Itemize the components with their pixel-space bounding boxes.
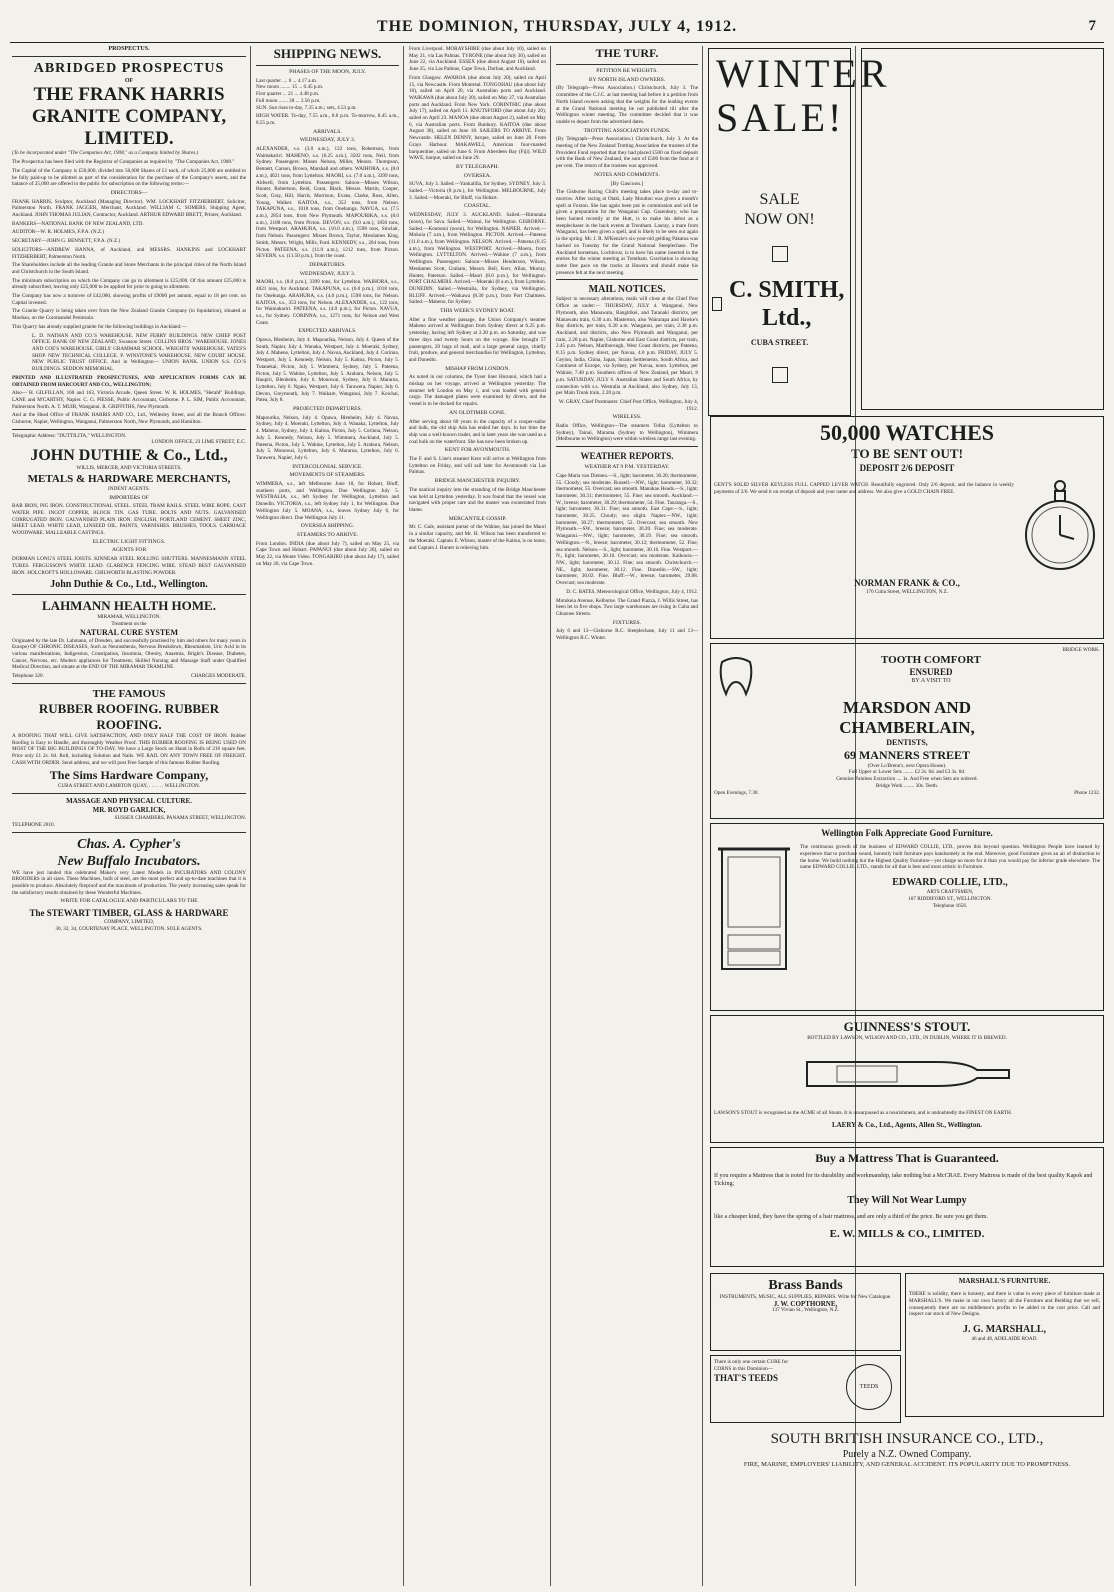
prospectus-of: OF: [124, 77, 134, 84]
directors-heading: DIRECTORS—: [110, 189, 148, 196]
capital-paragraph: The Capital of the Company is £50,000, divided into 50,000 Shares of £1 each, of which 25,000 are entitled to be fully paid-up to be allotted as part of the consideration for the purchase of the Company's assets, and the balance of 25,000 are offered to the public for subscription on the following terms:—: [12, 167, 246, 188]
column-turf-mail: [556, 46, 698, 1586]
column-rule: [550, 46, 551, 1586]
fixtures-heading: FIXTURES.: [612, 619, 642, 626]
column-shipping: [256, 46, 399, 1586]
lahmann-text: Originated by the late Dr. Lahmann, of Dresden, and successfully practised by him and others for many years in Europe) OF CHRONIC DISEASES, Such as Neurasthenia, Nervous Breakdown, Rheumatism, Uric Acid in its various manifestations, Indigestion, Constipation, Insomnia, Obesity, Anaemia, Bright's Disease, Diabetes, Cancer, Nervous, etc. Modern appliances for Treatment, Skilled Nursing and Massage Staff under Qualified Medical Direction, and situate at the END OF THE MIRAMAR TRAMLINE.: [12, 637, 246, 671]
departures-text: MAORI, s.s. (8.0 p.m.), 3399 tons, for Lyttelton. WAIHORA, s.s., 4021 tons, for Auckland. TAKAPUNA, s.s. (6.0 p.m.), 1018 tons, for Onehunga. ARAHURA, s.s. (4.0 p.m.), 1598 tons, for Nelson. KAITOA, s.s., 353 tons, for Nelson. ALEXANDER, s.s., 122 tons, for Waimakariri. PATEENA, s.s. (4.0 p.m.), for Picton. NAVUA, s.s., for Sydney. CORINNA, s.s., 1271 tons, for Nelson and West Coast.: [256, 279, 399, 326]
departures-heading: DEPARTURES.: [309, 261, 346, 268]
brass-firm: J. W. COPTHORNE,: [773, 1299, 838, 1308]
tooth-heading: TOOTH COMFORT: [881, 653, 981, 666]
garlick-telephone: TELEPHONE 2810.: [12, 821, 55, 828]
coastal-text: WEDNESDAY, JULY 3. AUCKLAND. Sailed.—Rimutaka (noon), for Sava. Sailed.—Wainui, for Wellington. GISBORNE. Sailed.—Koutunui (noon), for Wellington. NAPIER. Arrived.—Mokoia (7 a.m.), from Wellington. PICTON. Arrived.—Pateena (11.0 a.m.), from Wellington. NELSON. Arrived.—Pateena (6.15 a.m.), from Wellington. WESTPORT. Arrived.—Moera, from Wellington. LYTTELTON. Arrived.—Wahine (7 a.m.), from Wellington. Passengers: Saloon—Misses Henderson, Wilson, Mesdames Scott, Graham, Messrs. Bell, Kerr, Allan, Murray, Hunter, Paterson. Sailed.—Maori (8.0 p.m.), for Wellington. PORT CHALMERS. Arrived.—Moeraki (8 a.m.), from Lyttelton. DUNEDIN. Sailed.—Westralia, for Sydney, via Wellington. BLUFF. Arrived.—Waikawa (8.30 p.m.), from Port Chalmers. Sailed.—Maheno, for Sydney.: [409, 212, 546, 306]
dentist-bridgework: Bridge Work ........ 30s. Teeth.: [875, 782, 939, 789]
sbi-sub: Purely a N.Z. Owned Company.: [842, 1449, 972, 1460]
overseas-heading: OVERSEA SHIPPING.: [300, 523, 355, 530]
stewart-address: 30, 32, 34, COURTENAY PLACE, WELLINGTON. SOLE AGENTS.: [55, 925, 203, 932]
wireless-heading: WIRELESS.: [612, 414, 642, 421]
arrivals-heading: ARRIVALS.: [313, 128, 342, 135]
tooth-heading-3: BY A VISIT TO: [911, 677, 951, 684]
mishap-heading: MISHAP FROM LONDON.: [445, 365, 510, 372]
duthie-goods: BAR IRON, PIG IRON. CONSTRUCTIONAL STEEL. STEEL TRAM RAILS. STEEL WIRE ROPE. CAST WATER PIPE. INGOT COPPER, BLOCK TIN. GAS TUBE. BOLTS AND NUTS. GALVANISED CORRUGATED IRON. GALVANISED PLAIN IRON. ENGLISH, PORTLAND CEMENT. SHEET ZINC, SHEET LEAD. WHITE LEAD, LINSEED OIL. PAINTS, VARNISHES. BRUSHES, TOOLS. CARRIAGE WOODWARE. MALLEABLE CASTINGS.: [12, 503, 246, 537]
projected-text: Mapourika, Nelson, July 4. Opawa, Blenheim, July 4. Navua, Sydney, July 4. Moeraki, Lyttelton, July 4. Wanaka, Lyttelton, July 4. Maheno, Sydney, July 4. Kaitoa, Picton, July 5. Corinna, Nelson, July 5. Kennedy, Nelson, July 5. Wimmera, Auckland, July 5. Pateena, Picton, July 5. Wahine, Lyttelton, July 5. Arahura, Nelson, July 5. Monowai, Lyttelton, July 6. Mararoa, Lyttelton, July 6. Tarawera, Napier, July 6.: [256, 414, 399, 461]
head-office-note: And at the Head Office of FRANK HARRIS AND CO., Ltd., Wellesley Street, and all the Branch Offices: Gisborne, Napier, Wellington, Wanganui, Palmerston North, New Plymouth, and Hamilton.: [12, 412, 246, 426]
sbi-heading: SOUTH BRITISH INSURANCE CO., LTD.,: [770, 1431, 1044, 1447]
duthie-indent: INDENT AGENTS.: [108, 485, 150, 492]
subscription-paragraph: The minimum subscription on which the Company can go to allotment is £25,000. Of this amount £25,000 is already subscribed, leaving only £25,000 to be applied for prior to going to allotment.: [12, 277, 246, 291]
watches-heading: 50,000 WATCHES: [819, 420, 994, 445]
duthie-london: LONDON OFFICE, 23 LIME STREET, E.C.: [151, 439, 246, 446]
wardrobe-icon: [714, 839, 794, 979]
turf-heading: THE TURF.: [595, 46, 659, 60]
dentist-painless: Genuine Painless Extraction .... 1s. And Free when Sets are ordered.: [836, 776, 978, 783]
column-prospectus: [12, 46, 246, 1586]
dentist-near: (Over Lo'Brenn's, next Opera House).: [867, 762, 947, 769]
shipping-heading: SHIPPING NEWS.: [273, 46, 382, 61]
arrivals-text: ALEXANDER, s.s. (3.0 a.m.), 122 tons, Robertson, from Waimakariri. MAHENO, s.s. (6.25 a.m.), 3502 tons, Neil, from Sydney. Passengers: Misses Nelson, Miller, Messrs. Thompson, Bennett, Carson, Brown, Marshall and others. WAIHORA, s.s. (8.0 a.m.), 4021 tons, from Lyttelton. MAORI, s.s. (7.0 a.m.), 3399 tons, Aldwell, from Lyttelton. Passengers: Saloon—Misses Wilson, Hunter, Robertson, Reid, Grant, Black, Messrs. Martin, Cooper, Scott, Gray, Hill, Harris, Morrison, Evans, Clarke, Ross, Allen, Young, Walker. KAITOA, s.s., 353 tons, from Nelson. TAKAPUNA, s.s., 1018 tons, from Onehunga. NAVUA, s.s. (7.5 a.m.), 2854 tons, from New Plymouth. MAPOURIKA, s.s. (8.0 a.m.), 2188 tons, from Picton. DEVON, s.s. (9.0 a.m.), 1850 tons, from Westport. ARAHURA, s.s. (10.0 a.m.), 1598 tons, Sinclair, from Nelson. Passengers: Misses Brown, Taylor, Mesdames King, Smith, Messrs. Wright, Mills, Ford. KENNEDY, s.s., 204 tons, from Picton. PATEENA, s.s. (11.0 a.m.), 1212 tons, from Picton. SEVERN, s.s. (11.50 p.m.), from the coast.: [256, 146, 399, 260]
directors-list: FRANK HARRIS, Sculptor, Auckland (Managing Director). WM. LOCKHART FITZHERBERT, Solicitor, Palmerston North. FRANK JAGGER, Merchant, Auckland. WILLIAM C. SOMERS, Shipping Agent, Auckland. JOHN THOMAS JULIAN, Contractor, Auckland. ARTHUR EDWARD BRETT, Printer, Auckland.: [12, 198, 246, 219]
movements-text: WIMMERA, s.s., left Melbourne June 18, for Hobart, Bluff, southern ports, and Wellington. Due Wellington July 5. WESTRALIA, s.s., left Sydney for Wellington, Lyttelton and Dunedin. VICTORIA, s.s., left Sydney July 1, for Wellington. Due Wellington July 5. MOANA, s.s., leaves Sydney July 6, for Wellington direct. Due Wellington July 11.: [256, 481, 399, 521]
watches-subheading: TO BE SENT OUT!: [851, 446, 963, 461]
expected-text: Opawa, Blenheim, July 4. Mapourika, Nelson, July 4. Queen of the South, Napier, July 4. Wanaka, Westport, July 4. Moeraki, Sydney, July 4. Maheno, Lyttelton, July 4. Navua, Auckland, July 4. Corinna, Westport, July 5. Kennedy, Nelson, July 5. Kaitoa, Picton, July 5. Tutanekai, Picton, July 5. Wimmera, Sydney, July 5. Pateena, Picton, July 5. Wahine, Lyttelton, July 5. Arahura, Nelson, July 5. Haupiri, Blenheim, July 6. Monowai, Sydney, July 6. Mararoa, Lyttelton, July 6. Ngaio, Westport, July 6. Tarawera, Napier, July 6. Devon, Greymouth, July 7. Waikare, Wanganui, July 7. Kowhai, Patea, July 8.: [256, 337, 399, 404]
lahmann-footer: Telephone 320. CHARGES MODERATE.: [12, 673, 246, 680]
dentist-prices: Full Upper or Lower Sets ........ £2 2s. 6d. and £3 3s. 0d.: [848, 769, 966, 776]
mattress-ad: [710, 1147, 1104, 1267]
sun-times: SUN. Sun rises to-day, 7.35 a.m.; sets, 4.53 p.m.: [256, 104, 357, 111]
watches-firm: NORMAN FRANK & CO.,: [854, 578, 960, 588]
company-name-2: GRANITE COMPANY, LIMITED.: [31, 106, 227, 150]
collie-heading: Wellington Folk Appreciate Good Furniture.: [821, 828, 993, 838]
dentist-ad: [710, 643, 1104, 819]
sydney-boat-text: After a fine weather passage, the Union Company's steamer Maheno arrived at Wellington from Sydney direct at 6.25 p.m. yesterday, having left Sydney at 2.30 p.m. on Saturday, and was three days and twenty hours on the voyage. She brought 57 passengers, 20 bags of mail, and a large general cargo, chiefly fruit, produce, and general merchandise for Wellington, Lyttelton, and Dunedin.: [409, 316, 546, 363]
oversea-heading: OVERSEA.: [463, 172, 492, 179]
rubber-heading-2: RUBBER ROOFING. RUBBER ROOFING.: [38, 700, 220, 732]
projected-heading: PROJECTED DEPARTURES.: [292, 406, 363, 413]
avonmouth-heading: KENT FOR AVONMOUTH.: [444, 447, 511, 454]
moon-row: New moon ........ 15 ... 6.45 p.m.: [256, 84, 324, 91]
weather-heading: WEATHER REPORTS.: [580, 451, 674, 462]
printed-prospectus-note: PRINTED AND ILLUSTRATED PROSPECTUSES, AND APPLICATION FORMS CAN BE OBTAINED FROM HARCOURT AND CO., WELLINGTON;: [12, 374, 246, 388]
collie-text: The continuous growth of the business of EDWARD COLLIE, LTD., proves this beyond question. Wellington People have learned by experience that to purchase sound, honestly built furniture pays handsomely in the end. Moreover, good Furniture gives an air of distinction to the home. We build nothing but the Highest Quality Furniture—yet charge no more for it than you would pay for inferior grade elsewhere. The name EDWARD COLLIE, LTD., stands for all that is best and most artistic in Furniture.: [800, 844, 1100, 871]
guinness-agents: LAERY & Co., Ltd., Agents, Allen St., Wellington.: [831, 1121, 983, 1130]
dentist-firm: MARSDON AND: [843, 697, 971, 717]
mishap-text: As noted in our columns, the Tyser liner Hurunui, which had a mishap on her voyage, arrived at Wellington yesterday. The steamer left London on May 1, and was loaded with general cargo. The damaged plates were examined by divers, and the vessel is to be docked for repairs.: [409, 374, 546, 408]
also-list: Also— H. GILFILLAN, 160 and 163, Victoria Arcade, Queen Street. W. R. HOLMES, "Herald" Buildings. LANE and M'CARTHY, Napier. C. G. PIESSE, Public Accountant, Gisborne. P. L. SIM, Public Accountant, Palmerston North. A. T. MUIR, Wanganui. R. GRIFFITHS, New Plymouth.: [12, 390, 246, 410]
corns-name: THAT'S TEEDS: [714, 1373, 778, 1384]
garlick-name: MR. ROYD GARLICK,: [92, 806, 166, 815]
guinness-text: LAWSON'S STOUT is recognised as the ACME of all Stouts. It is unsurpassed as a nourishment, and is undoubtedly the FINEST ON EARTH.: [714, 1109, 1013, 1116]
secretary: SECRETARY—JOHN G. BENNETT, F.P.A. (N.Z.): [12, 238, 121, 245]
column-rule: [403, 46, 404, 1586]
sbi-text: FIRE, MARINE, EMPLOYERS' LIABILITY, AND GENERAL ACCIDENT. ITS POPULARITY DUE TO PROMPTNESS.: [743, 1461, 1071, 1468]
duthie-address: WILLIS, MERCER, AND VICTORIA STREETS,: [76, 465, 182, 472]
movements-heading: MOVEMENTS OF STEAMERS.: [289, 472, 366, 479]
stout-bottle-icon: [797, 1042, 1017, 1102]
collie-furniture-ad: [710, 823, 1104, 1011]
watches-text: GENT'S SOLID SILVER KEYLESS FULL CAPPED LEVER WATCH. Beautifully engraved. Only 2/6 deposit, and the balance in weekly payments of 2/6. We send it on receipt of deposit and your name and address. We also give a GOLD CHAIN FREE.: [714, 482, 1014, 495]
column-shipping-continued: [409, 46, 546, 1586]
dentist-address: 69 MANNERS STREET: [843, 747, 971, 762]
notes-heading: NOTES AND COMMENTS.: [594, 171, 660, 178]
collie-telephone: Telephone 1656.: [932, 902, 968, 909]
moon-table: [256, 78, 399, 105]
watches-ad: [710, 416, 1104, 639]
lahmann-heading: LAHMANN HEALTH HOME.: [42, 598, 216, 614]
gossip-text: Mr. C. Gale, assistant purser of the Wahine, has joined the Maori in a similar capacity, and Mr. H. Wilson has been transferred to the Moeraki. Captain E. Wilson, master of the Kaitoa, is on leave, and Captain J. Hunter is relieving him.: [409, 524, 546, 551]
duthie-importers: IMPORTERS OF: [109, 494, 149, 501]
duthie-metals: METALS & HARDWARE MERCHANTS,: [27, 472, 231, 485]
liverpool-text: From Liverpool. MORAYSHIRE (due about July 10), sailed on May 21, via Las Palmas. TYRONE (due about July 30), sailed on June 22, via Auckland. ESSEX (due about August 10), sailed on June 25, via Las Palmas, Cape Town, Durban, and Auckland.: [409, 46, 546, 73]
mattress-lumpy: They Will Not Wear Lumpy: [847, 1195, 967, 1206]
sims-address: CUBA STREET AND LAMBTON QUAY, . . . . . . WELLINGTON.: [57, 783, 201, 790]
decorative-box-icon: [772, 246, 788, 262]
smith-winter-sale-ad: [708, 48, 890, 416]
corns-ad: [710, 1355, 901, 1423]
wireless-text: Radio Office, Wellington—The steamers Tofua (Lyttelton to Sydney), Tainui, Marama (Sydney to Wellington), Wimmera (Melbourne to Wellington) were within wireless range last evening.: [556, 423, 698, 443]
smith-address: CUBA STREET.: [750, 338, 809, 347]
prospectus-heading: ABRIDGED PROSPECTUS: [33, 60, 225, 76]
winter-heading: WINTER: [716, 51, 890, 96]
guinness-heading: GUINNESS'S STOUT.: [843, 1019, 971, 1034]
high-water: HIGH WATER. To-day, 7.55 a.m., 8.8 p.m. To-morrow, 8.45 a.m., 8.55 p.m.: [256, 113, 399, 126]
mail-heading: MAIL NOTICES.: [588, 284, 666, 296]
pocket-watch-icon: [1020, 477, 1100, 577]
duthie-agencies: DORMAN LONG'S STEEL JOISTS. KINNEAR STEEL ROLLING SHUTTERS. MANNESMANN STEEL TUBES. FERGUSSON'S WHITE LEAD. CLARENCE FENCING WIRE. STEAD BEST GALVANISED IRON. HOLCROFT'S HOLLOWARE. CHILWORTH BLASTING POWDER.: [12, 556, 246, 576]
bankers: BANKERS—NATIONAL BANK OF NEW ZEALAND, LTD.: [12, 220, 144, 227]
glasgow-text: From Glasgow. AWAROA (due about July 20), sailed on April 15, via Newcastle. From Montreal. TONGOHAU (due about July 10), sailed on April 20, via Australian ports and Auckland. WAIKAWA (due about July 20), sailed on May 27, via Australian ports and Auckland. From New York. CORINTHIC (due about July 17), sailed on April 11. KNUTSFORD (due about July 20), sailed on April 23. MANOA (due about August 2), sailed on May 6, via Australian ports. From Bunbury. KAITOA (due about August 30), sailed on June 18. SAILERS TO ARRIVE. From Newcastle. HELEN DENNY, barque, sailed on June 28. From Grays Harbour. MAKAWELI, American four-masted barquentine, sailed on June 6. From Aberdeen Bay (Fiji). WILD WAVE, barque, sailed on June 29.: [409, 74, 546, 162]
marshall-address: 46 and 48, ADELAIDE ROAD.: [971, 1336, 1038, 1343]
turnover-paragraph: The Company has now a turnover of £42,000, showing profits of £9000 per annum, equal to 18 per cent. on Capital invested.: [12, 293, 246, 306]
masthead-rule: [10, 42, 1104, 43]
steamers-heading: STEAMERS TO ARRIVE.: [296, 532, 359, 538]
brass-bands-ad: [710, 1273, 901, 1351]
company-name: THE FRANK HARRIS: [33, 84, 225, 106]
steamers-text: From London. INDIA (due about July 7), sailed on May 25, via Cape Town and Hobart. PAPANUI (due about July 20), sailed on May 22, via Monte Video. TONGARIRO (due about July 17), sailed on May 20, via Cape Town.: [256, 540, 399, 567]
masthead-title: THE DOMINION, THURSDAY, JULY 4, 1912.: [376, 18, 738, 35]
weather-signature: D. C. BATES, Meteorological Office, Wellington, July 4, 1912.: [566, 588, 698, 595]
mattress-text-2: like a cheaper kind, they have the spring of a hair mattress, and are only a third of the price. Be sure you get them.: [714, 1214, 988, 1220]
sale-heading: SALE!: [716, 95, 845, 140]
telegraph-heading: BY TELEGRAPH.: [456, 163, 499, 170]
guinness-sub: BOTTLED BY LAWSON, WILSON AND CO., LTD., IN DUBLIN, WHERE IT IS BREWED.: [807, 1035, 1007, 1041]
watches-deposit: DEPOSIT 2/6 DEPOSIT: [859, 463, 955, 473]
mattress-heading: Buy a Mattress That is Guaranteed.: [815, 1151, 999, 1165]
petition-text: (By Telegraph—Press Association.) Christchurch, July 3. The committee of the C.J.C. at last meeting had before it a petition from North Island owners asking that the weights for the leading events at the Grand National meeting be not published till after the Wellington winter meeting. The committee decided that it was unable to depart from the advertised dates.: [556, 85, 698, 125]
petition-heading: PETITION RE WEIGHTS.: [596, 68, 658, 74]
duthie-telegraph: Telegraphic Address: "DUTTILITA," WELLINGTON.: [12, 432, 127, 439]
decorative-box-icon: [712, 297, 722, 311]
mail-text: Subject to necessary alterations, mails will close at the Chief Post Office as under:— THURSDAY, JULY 4. Wanganui, New Plymouth, also Manawatu, Rangitikei, and Taranaki districts, per Manawatu train, 6.30 a.m. Masterton, also Wairarapa and Hawke's Bay districts, per train, 6.20 a.m. Wanganui, per train, 2.30 p.m. Auckland, and districts, also New Plymouth and Wanganui, per train, 2.20 p.m. Napier, Gisborne and East Coast districts, per train, 2.45 p.m. Nelson, Marlborough, West Coast districts, per Pateena, 8.15 p.m. Sydney direct, per Navua, 4.0 p.m. FRIDAY, JULY 5. Ceylon, India, China, Japan, Straits Settlements, South Africa, and Continent of Europe, via Sydney, per Navua, noon. Lyttelton, per Wahine, 7.40 p.m. Southern offices of New Zealand, per Maori, 8 p.m. SATURDAY, JULY 6. Australian States and South Africa, by connection with s.s. Westralia at Auckland, also Sydney, July 13, per Main Trunk train, 2.20 p.m.: [556, 296, 698, 397]
coastal-heading: COASTAL.: [464, 203, 491, 210]
trotting-heading: TROTTING ASSOCIATION FUNDS.: [583, 127, 671, 134]
brass-heading: Brass Bands: [768, 1278, 843, 1293]
mattress-text: If you require a Mattress that is noted for its durability and workmanship, take nothing but a McCRAE. Every Mattress is made of the best quality Kapok and Ticking;: [714, 1173, 1093, 1187]
tooth-icon: [714, 654, 758, 698]
decorative-box-icon: [772, 367, 788, 383]
collie-name: EDWARD COLLIE, LTD.,: [892, 877, 1008, 889]
gossip-heading: MERCANTILE GOSSIP.: [448, 515, 507, 522]
dentist-phone: Phone 1232.: [1074, 789, 1100, 796]
collie-arts: ARTS CRAFTSMEN,: [926, 889, 974, 896]
weather-text: Cape Maria van Diemen.—S., light; barometer, 30.20; thermometer, 55. Cloudy; sea moderate. Russell.—NW., light; barometer, 30.32; thermometer, 55. Overcast; sea smooth. Manukau Heads.—S., light; barometer, 30.31; thermometer, 55. Fine; sea smooth. Auckland.—W., breeze; barometer, 30.29; thermometer, 54. Fine. Tauranga.—S., light; barometer, 30.31. Fine; sea smooth. East Cape.—S., light; barometer, 30.25. Cloudy; sea slight. Napier.—NW., light; barometer, 30.27; thermometer, 52. Overcast; sea smooth. New Plymouth.—SW., breeze; barometer, 30.20. Fine; sea moderate. Wanganui.—NW., light; barometer, 30.19. Fine; sea smooth. Wellington.—N., breeze; barometer, 30.12; thermometer, 52. Fine; sea smooth. Nelson.—S., light; barometer, 30.16. Fine. Westport.—N., light; barometer, 30.10. Overcast; sea moderate. Kaikoura.—NW., light; barometer, 30.12. Fine; sea smooth. Christchurch.—NE., light; barometer, 30.12. Fine. Dunedin.—SW., light; barometer, 30.02. Fine. Bluff.—W., breeze; barometer, 29.88. Overcast; sea moderate.: [556, 472, 698, 587]
oldtimer-heading: AN OLDTIMER GONE.: [449, 409, 506, 416]
oldtimer-text: After serving about 60 years in the capacity of a cooper-sailor and hulk, the old ship Ada has ended her days. In her time the ship was a well-known trader, and in later years she was used as a coal hulk on the waterfront. She has now been broken up.: [409, 418, 546, 445]
teeds-stamp: TEEDS: [846, 1364, 892, 1410]
section-label: PROSPECTUS.: [108, 46, 150, 52]
lahmann-treatment: Treatment on the: [111, 620, 147, 627]
duthie-agents: AGENTS FOR: [111, 547, 147, 554]
corns-text: There is only one certain CURE for CORNS in this Dominion—: [714, 1359, 789, 1372]
building-notes: Motukeia Avenue, Kelburne. The Grand Piazza, J. Willis Street, has been let in five shops. Two large warehouses are rising in Cuba and Ghuznee Streets.: [556, 597, 698, 617]
stewart-company: COMPANY, LIMITED,: [103, 919, 154, 926]
marshall-text: THERE is solidity, there is honesty, and there is value in every piece of furniture made at MARSHALL'S. We make in our own factory all the Furniture and Bedding that we sell, consequently there are no middlemen's profits to be added to the cost price. Call and inspect our stock of New Designs.: [909, 1291, 1100, 1318]
bridge-heading: BRIDGE MANCHESTER INQUIRY.: [434, 478, 521, 485]
page-number: 7: [1088, 18, 1096, 34]
lahmann-location: MIRAMAR, WELLINGTON.: [97, 614, 161, 621]
sydney-boat-heading: THIS WEEK'S SYDNEY BOAT.: [440, 308, 515, 315]
expected-heading: EXPECTED ARRIVALS.: [298, 328, 357, 335]
dentist-evenings: Open Evenings, 7.30.: [714, 789, 759, 796]
buildings-intro: This Quarry has already supplied granite for the following buildings in Auckland:—: [12, 323, 187, 330]
garlick-address: SUSSEX CHAMBERS, PANAMA STREET, WELLINGTON.: [114, 815, 246, 822]
trotting-text: (By Telegraph—Press Association.) Christchurch, July 3. At the meeting of the New Zealand Trotting Association the trustees of the Provident Fund reported that they had placed £500 on fixed deposit with the Bank of New Zealand, the sum of £500 from the fund at 4 per cent. The return of the trustees was approved.: [556, 136, 698, 170]
duthie-name: JOHN DUTHIE & Co., Ltd.,: [30, 447, 228, 465]
lahmann-system: NATURAL CURE SYSTEM: [79, 627, 179, 637]
watches-address: 176 Cuba Street, WELLINGTON, N.Z.: [865, 589, 949, 595]
shareholders-paragraph: The Shareholders include all the leading Granite and Stone Merchants in the principal cities of the North Island and Christchurch in the South Island.: [12, 262, 246, 275]
arrivals-date: WEDNESDAY, JULY 3.: [299, 137, 356, 144]
duthie-signature: John Duthie & Co., Ltd., Wellington.: [50, 579, 208, 591]
notes-text: The Gisborne Racing Club's meeting takes place to-day and to-morrow. After racing at Otaki, Lady Moulton was given a month's spell at Foxton. She has again been put in commission and will be given a preparation for the Wanganui Cup. Gazenbury, who has been hunted recently at the Hutt, is to make his debut as a steeplechaser in the back events at Trentham. Lauray, a mare from Wanganui, has been given a spell, and is likely to be seen out again in the spring. Mr. J. R. M'Kenzie's six-year-old gelding Pakatoa was backed on Tuesday for the Grand National Steeplechase. The Auckland horseman, Lochinvar, is to have his name inserted in the entries for the winter meeting at Trentham. Gravitation is showing some fine pace on the tracks at Hawera and should make his presence felt at the next meeting.: [556, 189, 698, 276]
smith-name: C. SMITH, Ltd.,: [729, 277, 845, 331]
moon-row: Full moon ....... 28 ... 2.56 p.m.: [256, 97, 321, 104]
dentist-firm-2: CHAMBERLAIN,: [839, 717, 975, 737]
winter-sale-continued: [861, 48, 1104, 410]
filed-note: The Prospectus has been filed with the Registrar of Companies as required by "The Companies Act, 1908.": [12, 159, 235, 166]
departures-date: WEDNESDAY, JULY 3.: [299, 270, 356, 277]
ad-block: [710, 414, 1104, 1584]
cypher-text: WE have just landed this celebrated Maker's very Latest Models in INCUBATORS AND COLONY BROODERS in all sizes. These Machines, built of steel, are the most perfect and up-to-date machines that it is possible to produce. Absolutely fireproof and the maximum of production. The yearly increasing sales speak for the satisfactory results obtained by these Wonderful Machines.: [12, 869, 246, 896]
stewart-heading: The STEWART TIMBER, GLASS & HARDWARE: [29, 908, 229, 919]
mail-signature: W. GRAY, Chief Postmaster. Chief Post Office, Wellington, July 4, 1912.: [558, 398, 698, 412]
brass-text: INSTRUMENTS, MUSIC, ALL SUPPLIES, REPAIRS. Write for New Catalogue.: [719, 1294, 892, 1300]
notes-byline: [By Gascoon.]: [610, 180, 644, 187]
moon-row: Last quarter .... 8 ... 4.17 a.m.: [256, 77, 318, 84]
cypher-write: WRITE FOR CATALOGUE AND PARTICULARS TO THE: [60, 898, 198, 905]
fixtures-text: July 6 and 13—Gisborne R.C. Steeplechase, July 11 and 13—Wellington R.C. Winter.: [556, 628, 698, 642]
buildings-list: L. D. NATHAN AND CO.'S WAREHOUSE. NEW FERRY BUILDINGS. NEW CHIEF POST OFFICE. BANK OF NEW ZEALAND, Swanson Street. COLLINS BROS.' WAREHOUSE. JONES AND COE'S WAREHOUSE. GIRLS' GRAMMAR SCHOOL. WRIGHTS' WAREHOUSE. YATES'S SHOP. NEW TECHNICAL COLLEGE. P. WINSTONE'S WAREHOUSE. NEW COURT HOUSE. NEW PUBLIC TRUST OFFICE. And in Wellington— UNION BANK. UNION S.S. CO.'S BUILDINGS. SEDDON MEMORIAL.: [32, 332, 246, 373]
avonmouth-text: The F. and S. Line's steamer Kent will arrive at Wellington from Lyttelton on Friday, and will sail later for Avonmouth via Las Palmas.: [409, 456, 546, 476]
weather-sub: WEATHER AT 9 P.M. YESTERDAY.: [584, 464, 670, 471]
bridge-work-label: BRIDGE WORK.: [1062, 647, 1100, 653]
column-rule: [250, 46, 251, 1586]
dentist-label: DENTISTS,: [886, 737, 928, 747]
now-on-label: NOW ON!: [744, 211, 815, 228]
brass-address: 137 Vivian St., Wellington, N.Z.: [771, 1307, 840, 1314]
rubber-text: A ROOFING THAT WILL GIVE SATISFACTION, AND ONLY HALF THE COST OF IRON. Rubber Roofing is Easy to Handle, and thoroughly Weather Proof. THIS RUBBER ROOFING IS BEING USED ON MOST OF THE BIG BUILDINGS OF TO-DAY. We have a Large Stock on Hand in Rolls of 216 square feet. Price only £1 2s. 6d. Roll, including Solution and Nails. WE RAIL ON ANY TOWN FREE OF FREIGHT. CASH WITH ORDER. Send address, and we will post Free Sample of this famous Rubber Roofing.: [12, 732, 246, 766]
guinness-ad: [710, 1015, 1104, 1143]
moon-heading: PHASES OF THE MOON, JULY.: [289, 69, 366, 75]
tooth-heading-2: ENSURED: [909, 666, 953, 677]
cypher-heading-2: New Buffalo Incubators.: [57, 853, 201, 869]
collie-address: 107 RIDDIFORD ST., WELLINGTON.: [908, 895, 992, 902]
mattress-firm: E. W. MILLS & CO., LIMITED.: [829, 1228, 985, 1240]
sims-heading: The Sims Hardware Company,: [49, 768, 209, 783]
massage-heading: MASSAGE AND PHYSICAL CULTURE.: [66, 797, 192, 806]
moon-row: First quarter ... 21 ... 4.48 p.m.: [256, 91, 320, 98]
marshall-heading: MARSHALL'S FURNITURE.: [958, 1277, 1051, 1285]
marshall-furniture-ad: [905, 1273, 1104, 1417]
south-british-ad: [710, 1430, 1104, 1469]
solicitors: SOLICITORS—ANDREW HANNA, of Auckland, and MESSRS. HANKINS and LOCKHART FITZHERBERT, Palmerston North.: [12, 246, 246, 260]
auditor: AUDITOR—W. R. HOLMES, F.P.A. (N.Z.): [12, 229, 105, 236]
cypher-heading: Chas. A. Cypher's: [77, 836, 181, 852]
intercolonial-heading: INTERCOLONIAL SERVICE.: [292, 463, 363, 470]
quarry-paragraph: The Granite Quarry is being taken over from the New Zealand Granite Company (in liquidation), situated at Moehau, on the Coromandel Peninsula.: [12, 308, 246, 322]
column-rule: [702, 46, 703, 1586]
duthie-electric: ELECTRIC LIGHT FITTINGS.: [92, 538, 166, 545]
sale-label: SALE: [759, 191, 800, 208]
incorporation-note: (To be incorporated under "The Companies Act, 1908," as a Company limited by Shares.): [12, 150, 199, 157]
telegraph-text: SUVA, July 3. Sailed.—Yankalilla, for Sydney. SYDNEY, July 3. Sailed.—Victoria (8 p.m.), for Wellington. MELBOURNE, July 3. Sailed.—Moeraki, for Bluff, via Hobart.: [409, 181, 546, 201]
rubber-heading: THE FAMOUS: [92, 687, 166, 700]
masthead: [0, 18, 1114, 42]
petition-sub: BY NORTH ISLAND OWNERS.: [588, 76, 666, 83]
marshall-name: J. G. MARSHALL,: [962, 1324, 1047, 1336]
bridge-text: The nautical inquiry into the stranding of the Bridge Manchester was held at Lyttelton yesterday. It was found that the vessel was navigated with proper care and the master was exonerated from blame.: [409, 486, 546, 513]
